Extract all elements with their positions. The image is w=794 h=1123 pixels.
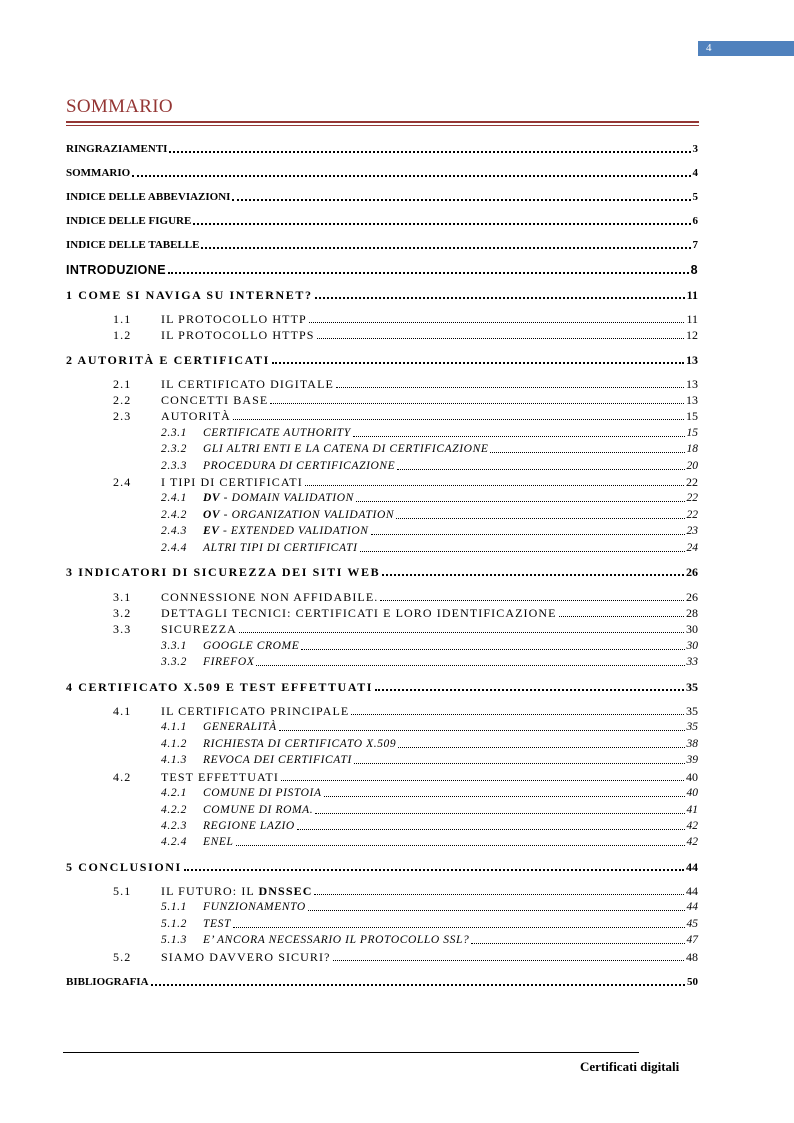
toc-entry-number: 3.3.2	[161, 656, 187, 668]
toc-entry[interactable]	[66, 931, 698, 947]
toc-entry-page: 44	[686, 884, 698, 898]
toc-entry-page: 47	[686, 934, 698, 946]
toc-entry-page: 15	[686, 409, 698, 423]
toc-entry[interactable]	[66, 702, 698, 718]
toc-entry-text: IL CERTIFICATO DIGITALE	[161, 377, 334, 391]
toc-entry-page: 22	[686, 509, 698, 521]
toc-entry[interactable]	[66, 653, 698, 669]
toc-entry-acronym: DV	[203, 492, 221, 504]
table-of-contents	[66, 0, 698, 1123]
toc-leader-dots	[308, 910, 685, 911]
toc-entry-title	[161, 606, 557, 620]
toc-entry-text: - DOMAIN VALIDATION	[220, 492, 354, 504]
toc-entry-title	[161, 409, 231, 423]
toc-entry-page: 42	[686, 836, 698, 848]
toc-entry-page: 7	[692, 239, 698, 251]
toc-entry-page: 35	[686, 680, 698, 694]
toc-leader-dots	[201, 247, 690, 249]
page-number-badge: 4	[698, 41, 794, 56]
toc-entry-page: 22	[686, 492, 698, 504]
toc-entry-text: COMUNE DI PISTOIA	[203, 787, 322, 799]
toc-leader-dots	[279, 730, 685, 731]
toc-entry-text: COMUNE DI ROMA.	[203, 804, 314, 816]
toc-entry-text: IL FUTURO: IL	[161, 884, 259, 898]
toc-entry[interactable]	[66, 588, 698, 604]
toc-entry[interactable]	[66, 506, 698, 522]
toc-entry[interactable]	[66, 882, 698, 898]
toc-entry[interactable]	[66, 407, 698, 423]
toc-entry-title	[203, 900, 306, 914]
toc-entry-title	[66, 565, 380, 579]
toc-leader-dots	[490, 452, 684, 453]
toc-entry[interactable]	[66, 915, 698, 931]
toc-entry-title	[203, 655, 254, 669]
toc-entry-title	[203, 803, 313, 817]
toc-entry-text: INDICE DELLE FIGURE	[66, 215, 192, 227]
toc-entry-page: 13	[686, 393, 698, 407]
toc-entry-number: 5.1.1	[161, 901, 187, 913]
toc-entry-page: 8	[690, 263, 698, 277]
toc-entry[interactable]	[66, 457, 698, 473]
toc-entry-title	[203, 933, 469, 947]
toc-entry-text: CERTIFICATO X.509 E TEST EFFETTUATI	[78, 680, 374, 694]
toc-entry-text: INDICE DELLE ABBEVIAZIONI	[66, 191, 231, 203]
toc-leader-dots	[193, 223, 690, 225]
toc-entry-number: 3.3.1	[161, 640, 187, 652]
toc-entry-text: ALTRI TIPI DI CERTIFICATI	[203, 542, 358, 554]
toc-entry-page: 6	[692, 215, 698, 227]
toc-entry-text: RICHIESTA DI CERTIFICATO X.509	[203, 738, 397, 750]
toc-entry-title	[203, 786, 322, 800]
toc-entry-number: 5.1.2	[161, 918, 187, 930]
toc-entry-title	[66, 680, 373, 694]
toc-entry-number: 2.4.1	[161, 492, 187, 504]
toc-entry-text: ENEL	[203, 836, 234, 848]
toc-entry-page: 11	[686, 312, 698, 326]
toc-entry-title	[203, 639, 299, 653]
toc-entry-title	[161, 393, 268, 407]
toc-entry-page: 39	[686, 754, 698, 766]
toc-entry-text: REGIONE LAZIO	[203, 820, 295, 832]
toc-entry[interactable]	[66, 751, 698, 767]
toc-entry[interactable]	[66, 473, 698, 489]
toc-chapter-number: 4	[66, 680, 79, 694]
toc-entry-title	[203, 737, 396, 751]
toc-entry-title	[66, 860, 182, 874]
toc-entry[interactable]	[66, 678, 698, 694]
toc-entry[interactable]	[66, 326, 698, 342]
toc-leader-dots	[305, 485, 684, 486]
toc-entry-title	[161, 475, 303, 489]
toc-entry-text: PROCEDURA DI CERTIFICAZIONE	[203, 460, 396, 472]
toc-entry[interactable]	[66, 440, 698, 456]
toc-entry-page: 13	[686, 377, 698, 391]
toc-entry-title	[161, 377, 334, 391]
toc-entry-number: 4.1.3	[161, 754, 187, 766]
footer-rule	[63, 1052, 639, 1053]
toc-entry-page: 15	[686, 427, 698, 439]
toc-entry[interactable]	[66, 261, 698, 277]
toc-entry-title	[203, 835, 234, 849]
toc-entry-page: 28	[686, 606, 698, 620]
toc-entry-title	[161, 884, 312, 898]
toc-leader-dots	[132, 175, 690, 177]
toc-entry-title	[203, 491, 354, 505]
toc-entry[interactable]	[66, 718, 698, 734]
toc-leader-dots	[333, 960, 684, 961]
toc-chapter-number: 2	[66, 353, 78, 367]
toc-entry-number: 2.4.3	[161, 525, 187, 537]
toc-leader-dots	[236, 845, 685, 846]
toc-entry-text: BIBLIOGRAFIA	[66, 976, 149, 988]
toc-entry-title	[203, 524, 369, 538]
toc-entry-number: 2.3.3	[161, 460, 187, 472]
toc-entry-page: 30	[686, 622, 698, 636]
toc-leader-dots	[559, 616, 684, 617]
toc-entry-acronym: DNSSEC	[258, 884, 313, 898]
toc-entry-text: INDICE DELLE TABELLE	[66, 239, 200, 251]
toc-entry-page: 42	[686, 820, 698, 832]
toc-entry-text: CONCETTI BASE	[161, 393, 269, 407]
toc-entry-text: IL PROTOCOLLO HTTP	[161, 312, 307, 326]
toc-entry-number: 2.4.4	[161, 542, 187, 554]
toc-entry-title	[66, 353, 270, 367]
toc-entry-text: CERTIFICATE AUTHORITY	[203, 427, 351, 439]
toc-entry-text: AUTORITÀ E CERTIFICATI	[77, 353, 270, 367]
toc-entry-number: 4.1	[113, 704, 132, 718]
toc-entry-title	[66, 975, 149, 989]
toc-entry-text: REVOCA DEI CERTIFICATI	[203, 754, 352, 766]
toc-entry-title	[66, 190, 230, 204]
toc-entry-text: E’ ANCORA NECESSARIO IL PROTOCOLLO SSL?	[203, 934, 470, 946]
toc-leader-dots	[375, 689, 684, 691]
toc-entry-page: 26	[686, 565, 698, 579]
toc-entry-text: SOMMARIO	[66, 167, 131, 179]
toc-entry-number: 2.3.1	[161, 427, 187, 439]
footer-title: Certificati digitali	[580, 1059, 680, 1074]
toc-entry-title	[161, 312, 307, 326]
toc-leader-dots	[396, 518, 684, 519]
toc-entry-number: 1.2	[113, 328, 132, 342]
toc-entry-number: 3.3	[113, 622, 132, 636]
toc-entry-page: 44	[686, 901, 698, 913]
toc-entry-page: 35	[686, 704, 698, 718]
toc-entry-page: 45	[686, 918, 698, 930]
toc-entry[interactable]	[66, 391, 698, 407]
toc-entry-text: GLI ALTRI ENTI E LA CATENA DI CERTIFICAZIONE	[203, 443, 489, 455]
toc-entry-title	[161, 622, 237, 636]
toc-entry-page: 11	[686, 288, 698, 302]
toc-entry-text: INDICATORI DI SICUREZZA DEI SITI WEB	[78, 565, 381, 579]
toc-entry-number: 4.1.1	[161, 721, 187, 733]
toc-entry[interactable]	[66, 164, 698, 180]
toc-entry-page: 33	[686, 656, 698, 668]
toc-entry-title	[203, 819, 295, 833]
toc-entry-number: 4.2.1	[161, 787, 187, 799]
toc-entry[interactable]	[66, 563, 698, 579]
toc-entry[interactable]	[66, 948, 698, 964]
toc-entry-text: AUTORITÀ	[161, 409, 231, 423]
toc-entry-title	[203, 541, 358, 555]
toc-leader-dots	[232, 199, 690, 201]
toc-leader-dots	[398, 747, 684, 748]
toc-entry-page: 18	[686, 443, 698, 455]
toc-leader-dots	[314, 894, 684, 895]
toc-entry-page: 38	[686, 738, 698, 750]
toc-entry-title	[161, 704, 349, 718]
toc-entry-number: 3.1	[113, 590, 132, 604]
toc-leader-dots	[317, 338, 684, 339]
toc-entry-title	[66, 238, 199, 252]
toc-entry[interactable]	[66, 620, 698, 636]
toc-entry-text: FUNZIONAMENTO	[203, 901, 306, 913]
toc-entry-text: GOOGLE CROME	[203, 640, 300, 652]
toc-leader-dots	[168, 272, 689, 274]
toc-entry-text: CONCLUSIONI	[78, 860, 182, 874]
toc-leader-dots	[297, 829, 685, 830]
toc-entry-page: 40	[686, 787, 698, 799]
toc-entry-text: - ORGANIZATION VALIDATION	[220, 509, 395, 521]
toc-entry[interactable]	[66, 188, 698, 204]
toc-entry[interactable]	[66, 784, 698, 800]
toc-entry-page: 41	[686, 804, 698, 816]
toc-entry-page: 22	[686, 475, 698, 489]
toc-entry-number: 2.2	[113, 393, 132, 407]
toc-entry[interactable]	[66, 310, 698, 326]
toc-leader-dots	[324, 796, 685, 797]
toc-leader-dots	[301, 649, 684, 650]
toc-entry-page: 48	[686, 950, 698, 964]
toc-entry[interactable]	[66, 801, 698, 817]
toc-entry-text: - EXTENDED VALIDATION	[219, 525, 369, 537]
toc-leader-dots	[351, 714, 684, 715]
toc-entry-acronym: EV	[203, 525, 220, 537]
toc-entry-number: 2.4.2	[161, 509, 187, 521]
toc-entry-title	[161, 590, 378, 604]
toc-entry-text: TEST EFFETTUATI	[161, 770, 279, 784]
toc-entry-title	[203, 426, 351, 440]
toc-entry-number: 4.2.3	[161, 820, 187, 832]
toc-leader-dots	[471, 943, 684, 944]
toc-entry-page: 20	[686, 460, 698, 472]
toc-entry-text: COME SI NAVIGA SU INTERNET?	[78, 288, 313, 302]
toc-entry[interactable]	[66, 522, 698, 538]
toc-entry[interactable]	[66, 489, 698, 505]
toc-entry-title	[66, 142, 167, 156]
toc-leader-dots	[239, 632, 684, 633]
toc-entry[interactable]	[66, 898, 698, 914]
toc-entry[interactable]	[66, 833, 698, 849]
toc-entry-text: SICUREZZA	[161, 622, 237, 636]
toc-leader-dots	[233, 419, 684, 420]
toc-entry-number: 4.2.4	[161, 836, 187, 848]
toc-entry-page: 26	[686, 590, 698, 604]
toc-entry-title	[203, 442, 488, 456]
toc-chapter-number: 5	[66, 860, 79, 874]
toc-entry-number: 3.2	[113, 606, 132, 620]
toc-leader-dots	[360, 551, 685, 552]
toc-leader-dots	[353, 436, 685, 437]
toc-leader-dots	[354, 763, 685, 764]
toc-entry-title	[203, 753, 352, 767]
toc-entry-title	[66, 263, 166, 277]
toc-leader-dots	[371, 534, 685, 535]
toc-entry-number: 5.2	[113, 950, 132, 964]
toc-leader-dots	[281, 780, 684, 781]
toc-entry[interactable]	[66, 424, 698, 440]
toc-leader-dots	[184, 869, 684, 871]
toc-entry-page: 23	[686, 525, 698, 537]
toc-entry-title	[66, 166, 130, 180]
toc-leader-dots	[380, 600, 684, 601]
toc-entry-title	[66, 288, 313, 302]
toc-entry-text: CONNESSIONE NON AFFIDABILE.	[161, 590, 379, 604]
toc-entry-number: 2.3.2	[161, 443, 187, 455]
toc-entry-number: 5.1	[113, 884, 132, 898]
toc-entry-text: DETTAGLI TECNICI: CERTIFICATI E LORO IDENTIFICAZIONE	[161, 606, 557, 620]
toc-entry[interactable]	[66, 539, 698, 555]
toc-entry-text: RINGRAZIAMENTI	[66, 143, 168, 155]
toc-entry-number: 5.1.3	[161, 934, 187, 946]
toc-entry-page: 12	[686, 328, 698, 342]
toc-entry-number: 2.1	[113, 377, 132, 391]
toc-entry[interactable]	[66, 768, 698, 784]
toc-leader-dots	[382, 574, 684, 576]
toc-entry-page: 30	[686, 640, 698, 652]
toc-entry[interactable]	[66, 637, 698, 653]
toc-leader-dots	[315, 813, 684, 814]
toc-leader-dots	[315, 297, 685, 299]
toc-leader-dots	[309, 322, 685, 323]
toc-entry-page: 24	[686, 542, 698, 554]
toc-chapter-number: 3	[66, 565, 79, 579]
toc-entry-title	[161, 328, 315, 342]
toc-entry-number: 4.2	[113, 770, 132, 784]
toc-entry[interactable]	[66, 973, 698, 989]
toc-entry-page: 13	[686, 353, 698, 367]
toc-entry-number: 4.1.2	[161, 738, 187, 750]
toc-entry-page: 5	[692, 191, 698, 203]
toc-leader-dots	[336, 387, 684, 388]
toc-entry-title	[203, 459, 395, 473]
toc-entry-number: 1.1	[113, 312, 132, 326]
toc-entry[interactable]	[66, 604, 698, 620]
toc-chapter-number: 1	[66, 288, 79, 302]
toc-entry-page: 3	[692, 143, 698, 155]
toc-leader-dots	[272, 362, 684, 364]
toc-entry-text: I TIPI DI CERTIFICATI	[161, 475, 303, 489]
toc-entry-number: 2.3	[113, 409, 132, 423]
toc-entry-page: 4	[692, 167, 698, 179]
toc-entry-text: INTRODUZIONE	[66, 263, 166, 277]
toc-entry-text: IL CERTIFICATO PRINCIPALE	[161, 704, 350, 718]
toc-entry-text: FIREFOX	[203, 656, 255, 668]
toc-leader-dots	[151, 984, 685, 986]
page-title: SOMMARIO	[66, 96, 173, 117]
toc-leader-dots	[270, 403, 684, 404]
toc-entry-acronym: OV	[203, 509, 221, 521]
toc-entry-page: 44	[686, 860, 698, 874]
toc-entry[interactable]	[66, 286, 698, 302]
toc-entry-page: 50	[687, 976, 698, 988]
toc-leader-dots	[256, 665, 684, 666]
toc-entry[interactable]	[66, 817, 698, 833]
toc-entry-title	[203, 917, 231, 931]
toc-entry[interactable]	[66, 236, 698, 252]
toc-entry-text: GENERALITÀ	[203, 721, 277, 733]
toc-leader-dots	[233, 927, 685, 928]
toc-entry-text: SIAMO DAVVERO SICURI?	[161, 950, 331, 964]
toc-entry-title	[161, 770, 279, 784]
toc-entry-number: 4.2.2	[161, 804, 187, 816]
toc-entry-text: IL PROTOCOLLO HTTPS	[161, 328, 315, 342]
toc-entry-title	[161, 950, 331, 964]
toc-entry-page: 40	[686, 770, 698, 784]
toc-leader-dots	[356, 501, 685, 502]
toc-leader-dots	[397, 469, 684, 470]
toc-entry[interactable]	[66, 858, 698, 874]
toc-entry-page: 35	[686, 721, 698, 733]
toc-entry-title	[66, 214, 191, 228]
toc-entry[interactable]	[66, 212, 698, 228]
toc-leader-dots	[169, 151, 690, 153]
toc-entry-number: 2.4	[113, 475, 132, 489]
toc-entry-title	[203, 720, 277, 734]
toc-entry[interactable]	[66, 140, 698, 156]
toc-entry-text: TEST	[203, 918, 231, 930]
toc-entry[interactable]	[66, 735, 698, 751]
toc-entry-title	[203, 508, 394, 522]
toc-entry[interactable]	[66, 375, 698, 391]
toc-entry[interactable]	[66, 351, 698, 367]
